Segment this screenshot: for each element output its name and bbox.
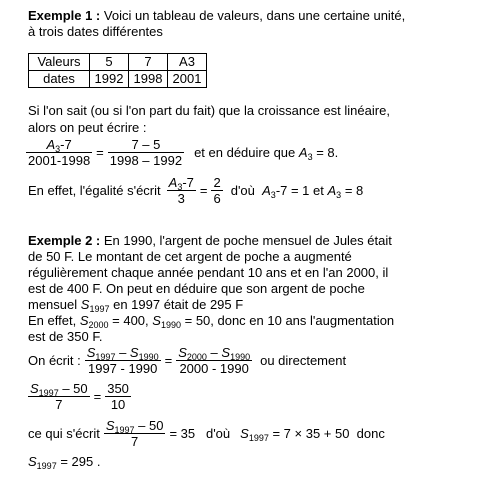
equals-sign: = <box>164 352 173 368</box>
example-1-intro-line-2: à trois dates différentes <box>28 24 163 39</box>
example-2-heading: Exemple 2 : <box>28 233 101 248</box>
denominator: 1998 – 1992 <box>109 153 183 168</box>
example-2-line-5: mensuel $S_{1997}$ en 1997 était de 295 F <box>28 297 244 314</box>
equation-tail: d'où $A_3-7 = 1$ et $A_3 = 8$ <box>230 182 364 200</box>
fraction <box>176 345 252 376</box>
equation-5 <box>28 418 385 449</box>
equals-sign: = <box>96 144 104 160</box>
equation-lead: On écrit : <box>28 352 81 368</box>
table-row <box>29 71 207 88</box>
final-result: $S_{1997} = 295$ . <box>28 454 101 471</box>
example-1-intro <box>28 8 405 24</box>
example-2-line-7: est de 350 F. <box>28 329 103 344</box>
fraction <box>28 381 90 412</box>
denominator: 2000 - 1990 <box>179 361 249 376</box>
equation-tail: et en déduire que $A_3 = 8$. <box>194 144 339 162</box>
equals-sign: = <box>199 182 208 198</box>
example-2-line-4: est de 400 F. On peut en déduire que son argent de poche <box>28 281 365 296</box>
numerator: $S_{1997} - 50$ <box>105 418 164 435</box>
linear-growth-line-1: Si l'on sait (ou si l'on part du fait) que la croissance est linéaire, <box>28 103 390 118</box>
example-2-line-2: de 50 F. Le montant de cet argent de poche a augmenté <box>28 249 352 264</box>
fraction <box>108 137 184 168</box>
fraction <box>105 381 131 412</box>
denominator: 6 <box>213 191 221 206</box>
table-row <box>29 54 207 71</box>
table-cell: 5 <box>90 54 129 71</box>
example-1-heading: Exemple 1 : <box>28 8 101 23</box>
example-2-line-1: Exemple 2 : En 1990, l'argent de poche mensuel de Jules était <box>28 233 392 248</box>
equation-lead: En effet, l'égalité s'écrit <box>28 182 161 198</box>
numerator: $A_3-7$ <box>26 137 92 153</box>
denominator: 10 <box>110 397 126 412</box>
equals-sign: = <box>93 388 102 404</box>
fraction <box>211 175 222 206</box>
equation-middle: = 35 d'où <box>169 425 231 441</box>
numerator: $A_3-7$ <box>168 175 194 192</box>
equation-3 <box>28 345 346 376</box>
example-2-line-6: En effet, $S_{2000} = 400$, $S_{1990} = 50$, donc en 10 ans l'augmentation <box>28 313 395 330</box>
fraction <box>104 418 166 449</box>
denominator: 7 <box>131 434 139 449</box>
equation-tail: ou directement <box>260 352 347 368</box>
equation-1 <box>26 137 338 168</box>
fraction <box>167 175 196 206</box>
equation-tail: $S_{1997} = 7 \times 35 + 50$ donc <box>240 425 385 443</box>
linear-growth-line-2: alors on peut écrire : <box>28 120 147 135</box>
denominator: 1997 - 1990 <box>87 361 158 376</box>
table-cell: 1998 <box>129 71 168 88</box>
numerator: $S_{1997} - S_{1990}$ <box>86 345 159 362</box>
denominator: 2001-1998 <box>28 153 91 168</box>
equation-4 <box>28 381 131 412</box>
table-cell: 7 <box>129 54 168 71</box>
denominator: 3 <box>177 191 185 206</box>
table-cell: Valeurs <box>29 54 90 71</box>
values-table <box>28 53 207 88</box>
denominator: 7 <box>55 397 63 412</box>
table-cell: 2001 <box>168 71 207 88</box>
numerator: 2 <box>213 175 221 190</box>
numerator: $S_{1997} - 50$ <box>30 381 88 398</box>
table-cell: dates <box>29 71 90 88</box>
numerator: $S_{2000} - S_{1990}$ <box>178 345 251 362</box>
fraction <box>85 345 161 376</box>
numerator: 350 <box>107 381 129 396</box>
table-cell: 1992 <box>90 71 129 88</box>
fraction <box>26 137 92 168</box>
table-cell: A3 <box>168 54 207 71</box>
example-1-intro-line-1: Voici un tableau de valeurs, dans une certaine unité, <box>103 8 406 23</box>
equation-lead: ce qui s'écrit <box>28 425 100 441</box>
equation-2 <box>28 175 363 206</box>
example-2-line-3: régulièrement chaque année pendant 10 ans et en l'an 2000, il <box>28 265 389 280</box>
numerator: 7 – 5 <box>108 137 184 153</box>
